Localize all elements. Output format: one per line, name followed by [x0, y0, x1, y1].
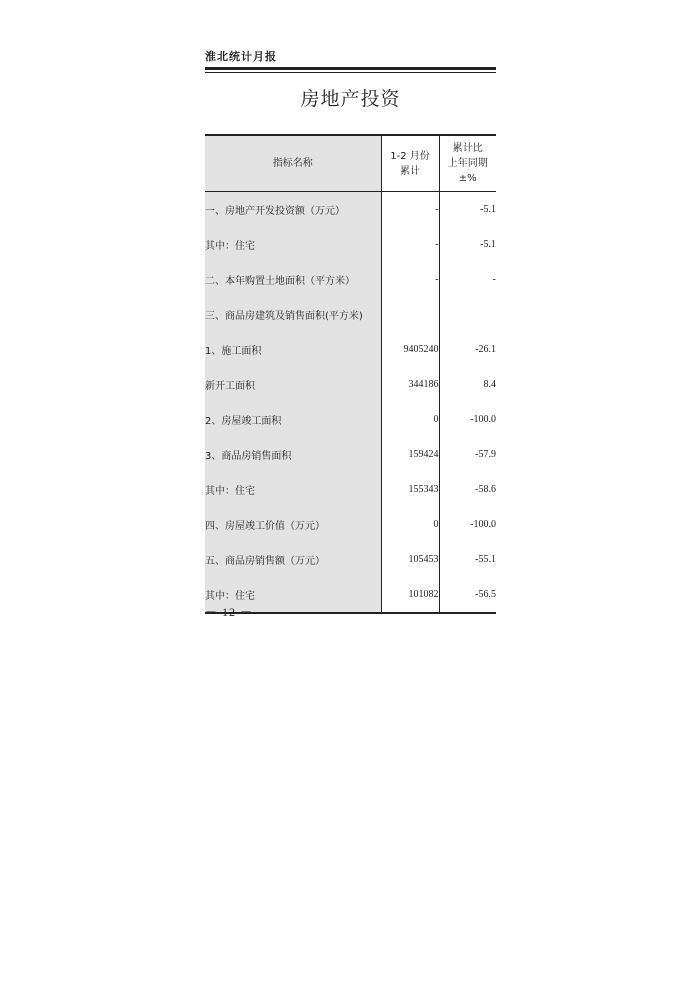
row-label: 三、商品房建筑及销售面积(平方米) [205, 297, 381, 332]
row-label: 新开工面积 [205, 367, 381, 402]
column-header-yoy [439, 135, 496, 192]
row-change: -5.1 [439, 192, 496, 228]
page-title: 房地产投资 [300, 88, 401, 110]
column-header-yoy-line2: 上年同期 [447, 158, 488, 169]
column-header-cumulative-line1: 1-2 月份 [390, 150, 430, 162]
header-rule-thick [205, 67, 496, 70]
table-row [205, 402, 496, 437]
row-change: -56.5 [439, 577, 496, 613]
row-change: -55.1 [439, 542, 496, 577]
table-row [205, 332, 496, 367]
row-change [439, 297, 496, 332]
row-value: 101082 [381, 577, 439, 613]
row-label: 其中：住宅 [205, 577, 381, 613]
row-value [381, 297, 439, 332]
column-header-cumulative [381, 135, 439, 192]
row-value: 344186 [381, 367, 439, 402]
row-label: 四、房屋竣工价值（万元） [205, 507, 381, 542]
table-header-row [205, 135, 496, 192]
table-row [205, 192, 496, 228]
row-label: 2、房屋竣工面积 [205, 402, 381, 437]
row-label: 五、商品房销售额（万元） [205, 542, 381, 577]
page-number: － 12 － [205, 605, 254, 619]
publication-header: 淮北统计月报 [205, 50, 277, 63]
table-row [205, 472, 496, 507]
row-change: 8.4 [439, 367, 496, 402]
row-value: 105453 [381, 542, 439, 577]
table-row [205, 262, 496, 297]
row-value: 9405240 [381, 332, 439, 367]
row-change: - [439, 262, 496, 297]
row-change: -100.0 [439, 507, 496, 542]
table-row [205, 297, 496, 332]
header-rule-thin [205, 72, 496, 73]
row-label: 其中：住宅 [205, 227, 381, 262]
column-header-indicator-text: 指标名称 [272, 158, 313, 169]
row-value: - [381, 192, 439, 228]
row-change: -57.9 [439, 437, 496, 472]
row-label: 一、房地产开发投资额（万元） [205, 192, 381, 228]
real-estate-table [205, 134, 496, 614]
row-change: -26.1 [439, 332, 496, 367]
column-header-yoy-line3: ±% [458, 173, 477, 184]
column-header-indicator [205, 135, 381, 192]
row-change: -5.1 [439, 227, 496, 262]
table-row [205, 227, 496, 262]
table-row [205, 367, 496, 402]
row-label: 其中：住宅 [205, 472, 381, 507]
row-change: -58.6 [439, 472, 496, 507]
row-value: 155343 [381, 472, 439, 507]
row-value: 0 [381, 507, 439, 542]
row-value: 159424 [381, 437, 439, 472]
document-page [205, 48, 496, 614]
row-label: 1、施工面积 [205, 332, 381, 367]
column-header-yoy-line1: 累计比 [452, 143, 483, 154]
table-row [205, 542, 496, 577]
row-value: 0 [381, 402, 439, 437]
table-row [205, 507, 496, 542]
row-label: 二、本年购置土地面积（平方米） [205, 262, 381, 297]
row-value: - [381, 227, 439, 262]
row-label: 3、商品房销售面积 [205, 437, 381, 472]
column-header-cumulative-line2: 累计 [400, 165, 420, 177]
table-row [205, 437, 496, 472]
row-change: -100.0 [439, 402, 496, 437]
row-value: - [381, 262, 439, 297]
